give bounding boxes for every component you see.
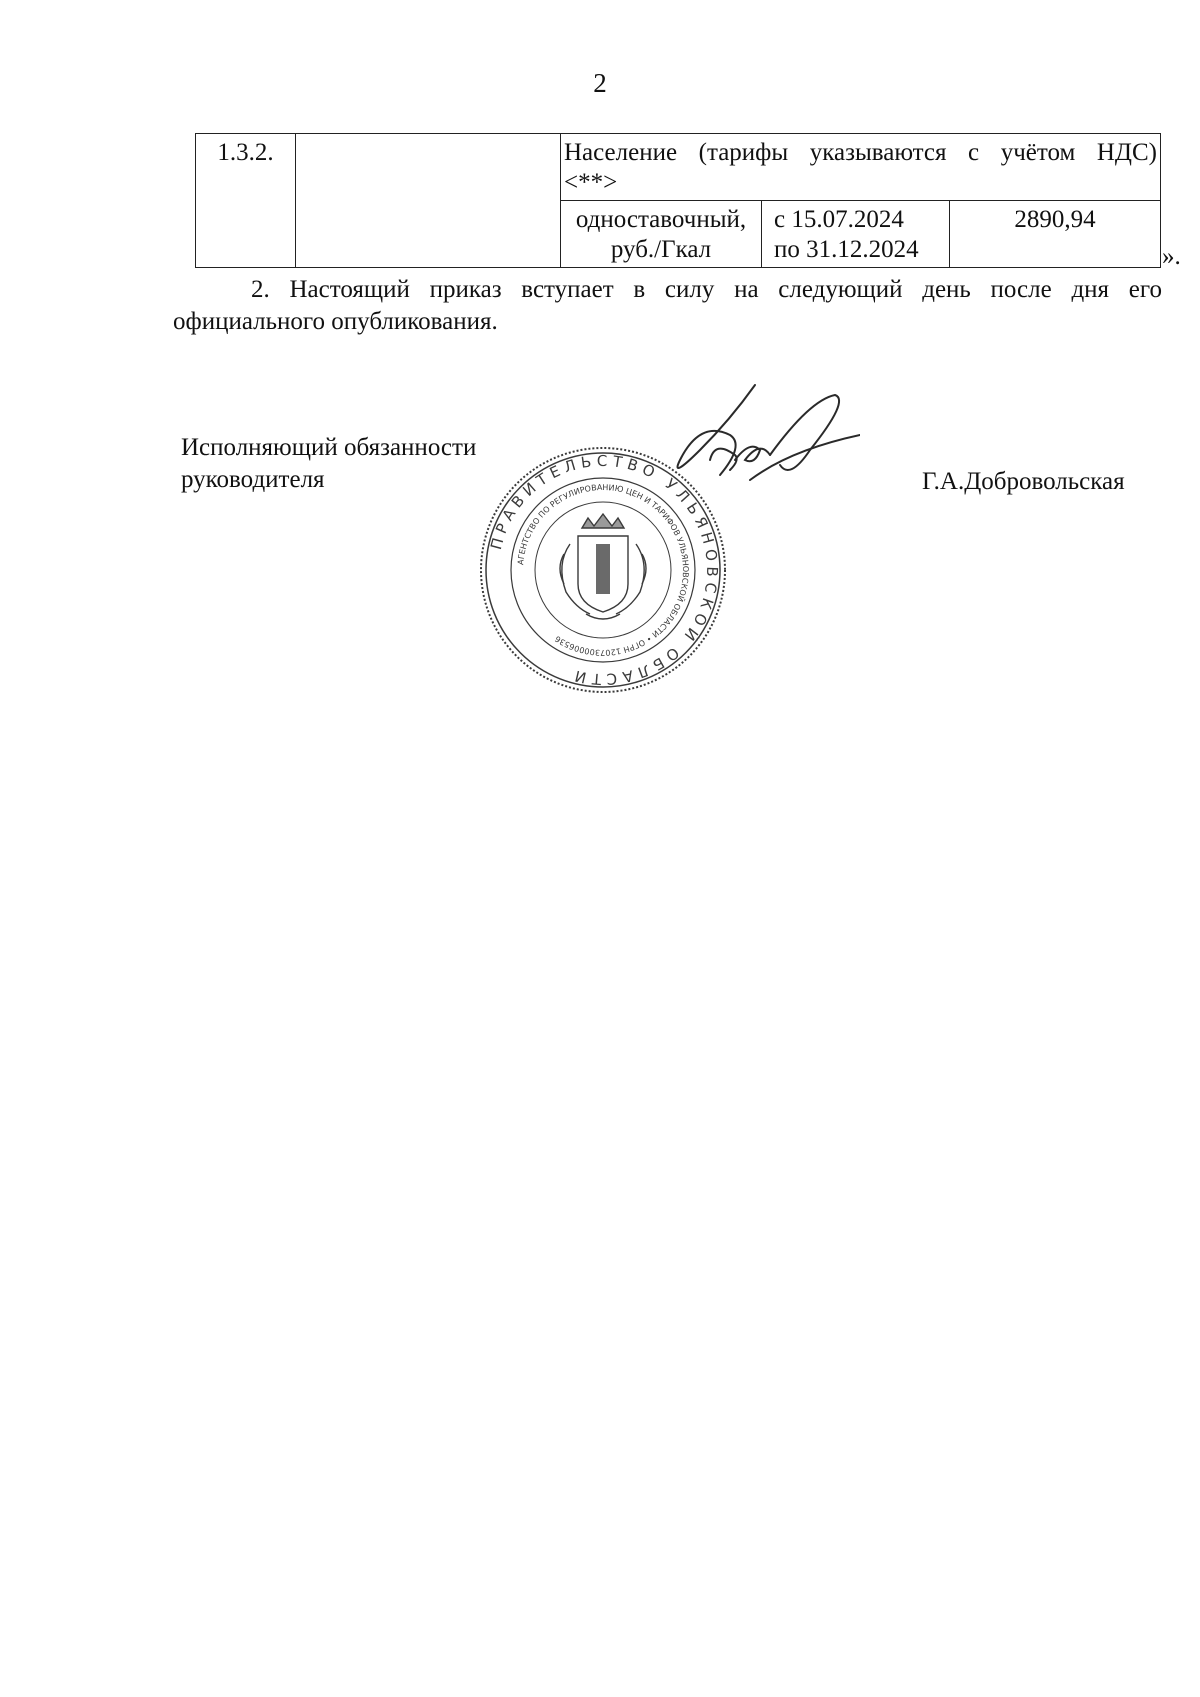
- period-to: по 31.12.2024: [774, 236, 919, 263]
- rate-type-cell: [561, 201, 762, 268]
- signer-title-line-1: Исполняющий обязанности: [181, 434, 477, 461]
- tariff-table: [195, 133, 1161, 268]
- value-cell: [950, 201, 1161, 268]
- closing-quote: ».: [1162, 243, 1181, 270]
- period-cell: [762, 201, 950, 268]
- category-cell: [561, 134, 1161, 201]
- handwritten-signature: [660, 380, 860, 530]
- period-from: с 15.07.2024: [774, 206, 904, 233]
- category-line-1: Население (тарифы указываются с учётом НДС): [564, 139, 1157, 166]
- coat-of-arms-icon: [560, 514, 646, 619]
- rate-type-line-2: руб./Гкал: [610, 236, 712, 263]
- order-paragraph: 2. Настоящий приказ вступает в силу на следующий день после дня его официального опубликования.: [173, 276, 1162, 335]
- category-line-2: <**>: [564, 169, 618, 196]
- rate-type-line-1: одноставочный,: [575, 206, 747, 233]
- signer-title-line-2: руководителя: [181, 466, 325, 493]
- signer-title: [181, 432, 476, 496]
- table-row: [196, 134, 1161, 201]
- tariff-value: 2890,94: [1014, 206, 1096, 233]
- seal-inner-text: АГЕНТСТВО ПО РЕГУЛИРОВАНИЮ ЦЕН И ТАРИФОВ УЛЬЯНОВСКОЙ ОБЛАСТИ • ОГРН 1207300006536: [516, 482, 691, 658]
- seal-outer-text: ПРАВИТЕЛЬСТВО УЛЬЯНОВСКОЙ ОБЛАСТИ: [487, 451, 722, 689]
- row-number: 1.3.2.: [217, 139, 274, 166]
- row-number-cell: [196, 134, 296, 268]
- page-number: 2: [593, 68, 607, 98]
- empty-cell: [296, 134, 561, 268]
- signer-name: Г.А.Добровольская: [922, 468, 1125, 495]
